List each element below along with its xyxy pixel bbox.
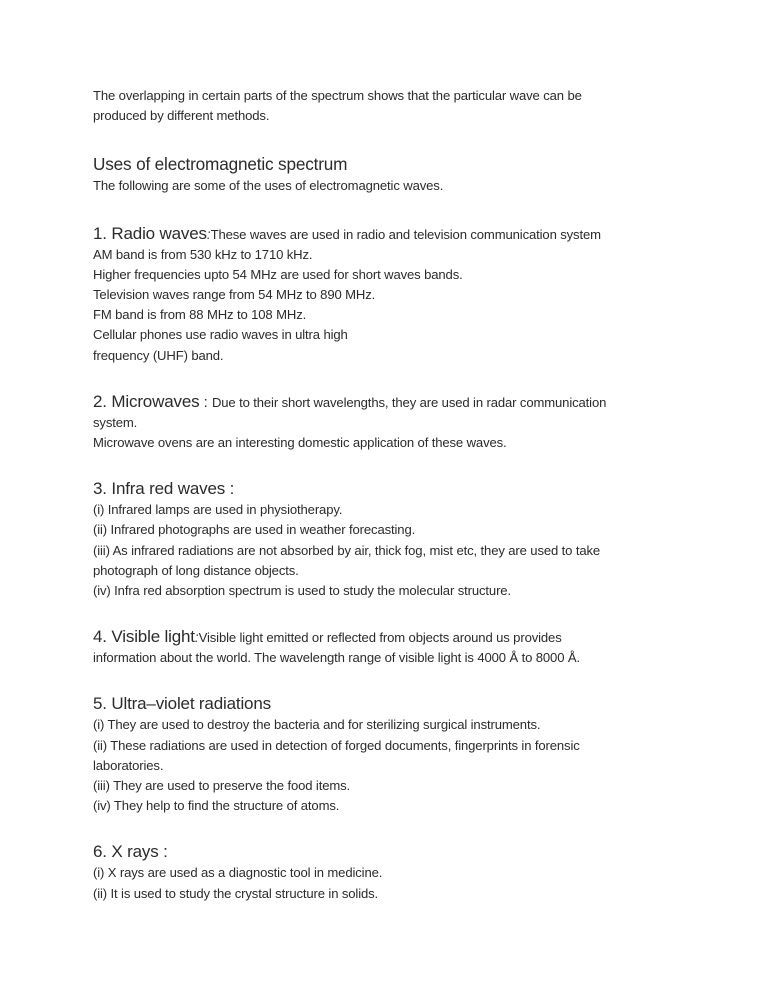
section-heading: Uses of electromagnetic spectrum <box>93 154 348 175</box>
item-visible-light-runin: Visible light emitted or reflected from objects around us provides <box>198 630 562 646</box>
spacer <box>93 366 681 390</box>
item-radio-waves-line-1: AM band is from 530 kHz to 1710 kHz. <box>93 246 313 262</box>
item-ultraviolet-radiations <box>93 692 681 816</box>
item-radio-waves-runin: These waves are used in radio and television communication system <box>210 226 601 242</box>
intro-line-2: produced by different methods. <box>93 108 270 124</box>
item-radio-waves <box>93 222 681 366</box>
item-radio-waves-colon: : <box>206 226 211 242</box>
spacer <box>93 126 681 153</box>
item-visible-light <box>93 625 681 668</box>
item-visible-light-headline <box>93 625 681 648</box>
item-ultraviolet-line-2: (ii) These radiations are used in detection of forged documents, fingerprints in forensic <box>93 737 580 753</box>
item-microwaves-colon: : <box>199 393 212 411</box>
item-radio-waves-headline <box>93 222 681 245</box>
item-x-rays-title: 6. X rays : <box>93 842 168 862</box>
item-infra-red-waves-line-1: (i) Infrared lamps are used in physiotherapy. <box>93 502 343 518</box>
spacer <box>93 816 681 840</box>
item-microwaves <box>93 390 681 453</box>
item-radio-waves-line-3: Television waves range from 54 MHz to 890 MHz. <box>93 287 376 303</box>
item-radio-waves-title: 1. Radio waves <box>93 223 207 243</box>
item-radio-waves-line-4: FM band is from 88 MHz to 108 MHz. <box>93 307 307 323</box>
item-visible-light-title: 4. Visible light <box>93 627 195 647</box>
item-x-rays-line-2: (ii) It is used to study the crystal structure in solids. <box>93 885 379 901</box>
item-radio-waves-line-2: Higher frequencies upto 54 MHz are used for short waves bands. <box>93 266 463 282</box>
item-x-rays <box>93 840 681 903</box>
item-ultraviolet-radiations-title: 5. Ultra–violet radiations <box>93 694 271 714</box>
document-text-column <box>93 86 681 904</box>
section-lead: The following are some of the uses of electromagnetic waves. <box>93 178 444 194</box>
item-microwaves-line-1: system. <box>93 414 138 430</box>
item-microwaves-line-2: Microwave ovens are an interesting domestic application of these waves. <box>93 435 507 451</box>
item-infra-red-waves-line-5: (iv) Infra red absorption spectrum is used to study the molecular structure. <box>93 583 511 599</box>
item-visible-light-line-1: information about the world. The wavelength range of visible light is 4000 Å to 8000 Å. <box>93 650 580 666</box>
spacer <box>93 601 681 625</box>
item-infra-red-waves <box>93 477 681 601</box>
item-infra-red-waves-line-2: (ii) Infrared photographs are used in weather forecasting. <box>93 522 416 538</box>
item-infra-red-waves-line-3: (iii) As infrared radiations are not absorbed by air, thick fog, mist etc, they are used to take <box>93 542 601 558</box>
item-microwaves-headline <box>93 390 681 413</box>
item-x-rays-line-1: (i) X rays are used as a diagnostic tool in medicine. <box>93 865 383 881</box>
item-ultraviolet-line-5: (iv) They help to find the structure of atoms. <box>93 798 340 814</box>
intro-line-1: The overlapping in certain parts of the spectrum shows that the particular wave can be <box>93 88 582 103</box>
item-visible-light-colon: : <box>194 630 199 646</box>
intro-paragraph <box>93 86 681 126</box>
item-ultraviolet-line-4: (iii) They are used to preserve the food items. <box>93 778 351 794</box>
spacer <box>93 668 681 692</box>
spacer <box>93 453 681 477</box>
spacer <box>93 197 681 222</box>
item-radio-waves-line-5: Cellular phones use radio waves in ultra high <box>93 327 348 343</box>
item-microwaves-runin: Due to their short wavelengths, they are used in radar communication <box>211 394 607 410</box>
item-ultraviolet-line-3: laboratories. <box>93 757 164 773</box>
item-ultraviolet-line-1: (i) They are used to destroy the bacteria and for sterilizing surgical instruments. <box>93 717 541 733</box>
item-radio-waves-line-6: frequency (UHF) band. <box>93 347 224 363</box>
item-infra-red-waves-line-4: photograph of long distance objects. <box>93 562 299 578</box>
item-microwaves-title: 2. Microwaves <box>93 391 200 411</box>
item-infra-red-waves-title: 3. Infra red waves : <box>93 479 235 499</box>
